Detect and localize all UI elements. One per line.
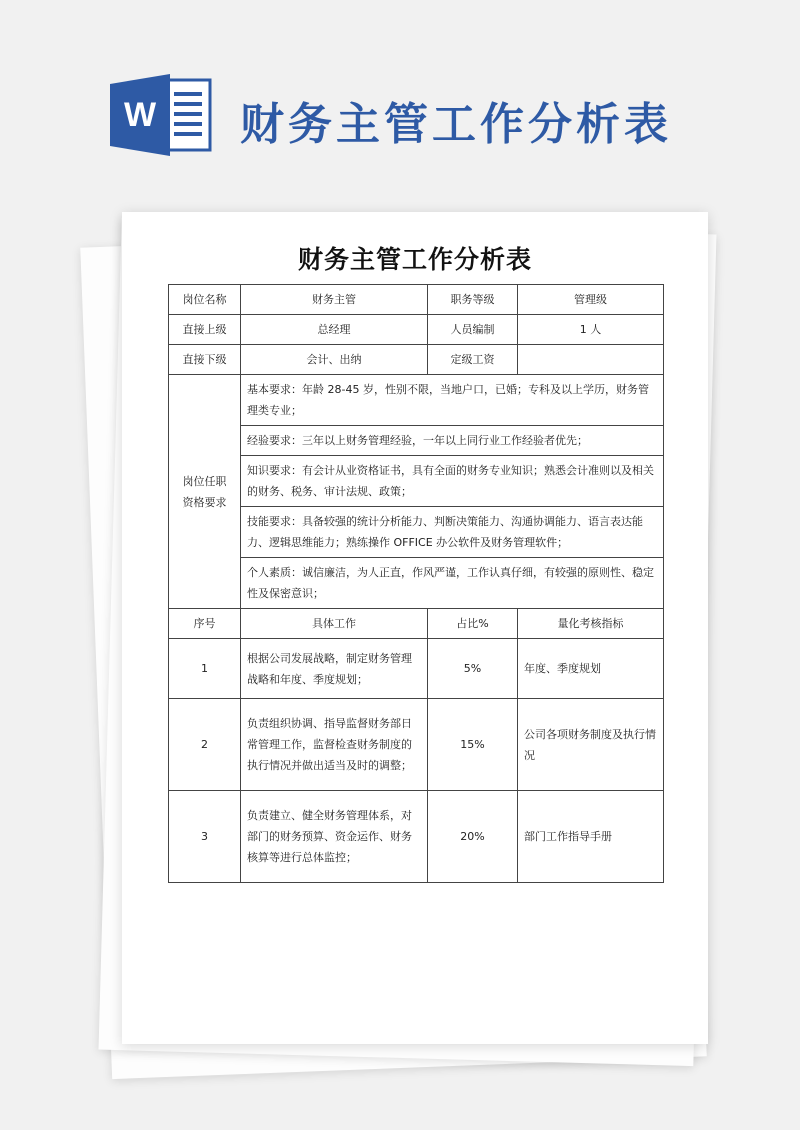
header-ratio: 占比% (428, 609, 518, 639)
task-ratio: 20% (428, 791, 518, 883)
job-analysis-table (168, 284, 664, 883)
task-no: 2 (169, 699, 241, 791)
superior-label: 直接上级 (169, 315, 241, 345)
superior-value: 总经理 (241, 315, 428, 345)
task-ratio: 15% (428, 699, 518, 791)
header-no: 序号 (169, 609, 241, 639)
task-row (169, 639, 664, 699)
task-kpi: 年度、季度规划 (518, 639, 664, 699)
grade-value: 管理级 (518, 285, 664, 315)
requirement-knowledge: 知识要求：有会计从业资格证书，具有全面的财务专业知识；熟悉会计准则以及相关的财务、税务、审计法规、政策； (241, 456, 664, 507)
task-no: 1 (169, 639, 241, 699)
table-row (169, 507, 664, 558)
word-logo-icon (110, 74, 212, 156)
requirement-experience: 经验要求：三年以上财务管理经验，一年以上同行业工作经验者优先； (241, 426, 664, 456)
grade-label: 职务等级 (428, 285, 518, 315)
header-kpi: 量化考核指标 (518, 609, 664, 639)
salary-value (518, 345, 664, 375)
salary-label: 定级工资 (428, 345, 518, 375)
subordinate-value: 会计、出纳 (241, 345, 428, 375)
headcount-label: 人员编制 (428, 315, 518, 345)
task-row (169, 699, 664, 791)
word-logo-letter: W (123, 96, 157, 134)
table-row (169, 345, 664, 375)
document-sheet (122, 212, 708, 1044)
task-kpi: 部门工作指导手册 (518, 791, 664, 883)
requirement-basic: 基本要求：年龄 28-45 岁，性别不限，当地户口，已婚；专科及以上学历，财务管理类专业； (241, 375, 664, 426)
table-row (169, 315, 664, 345)
table-row (169, 375, 664, 426)
requirement-personality: 个人素质：诚信廉洁，为人正直，作风严谨，工作认真仔细，有较强的原则性、稳定性及保密意识； (241, 558, 664, 609)
task-header-row (169, 609, 664, 639)
task-work: 根据公司发展战略，制定财务管理战略和年度、季度规划； (241, 639, 428, 699)
table-row (169, 426, 664, 456)
task-row (169, 791, 664, 883)
task-no: 3 (169, 791, 241, 883)
banner-title: 财务主管工作分析表 (240, 99, 672, 150)
requirements-label (169, 375, 241, 609)
task-work: 负责组织协调、指导监督财务部日常管理工作，监督检查财务制度的执行情况并做出适当及时的调整； (241, 699, 428, 791)
table-row (169, 456, 664, 507)
table-row (169, 558, 664, 609)
requirements-label-text: 岗位任职资格要求 (182, 474, 227, 509)
task-ratio: 5% (428, 639, 518, 699)
headcount-value: 1 人 (518, 315, 664, 345)
subordinate-label: 直接下级 (169, 345, 241, 375)
task-kpi: 公司各项财务制度及执行情况 (518, 699, 664, 791)
header-work: 具体工作 (241, 609, 428, 639)
task-work: 负责建立、健全财务管理体系，对部门的财务预算、资金运作、财务核算等进行总体监控； (241, 791, 428, 883)
table-row (169, 285, 664, 315)
position-value: 财务主管 (241, 285, 428, 315)
document-title: 财务主管工作分析表 (297, 245, 532, 274)
position-label: 岗位名称 (169, 285, 241, 315)
requirement-skills: 技能要求：具备较强的统计分析能力、判断决策能力、沟通协调能力、语言表达能力、逻辑思维能力；熟练操作 OFFICE 办公软件及财务管理软件； (241, 507, 664, 558)
